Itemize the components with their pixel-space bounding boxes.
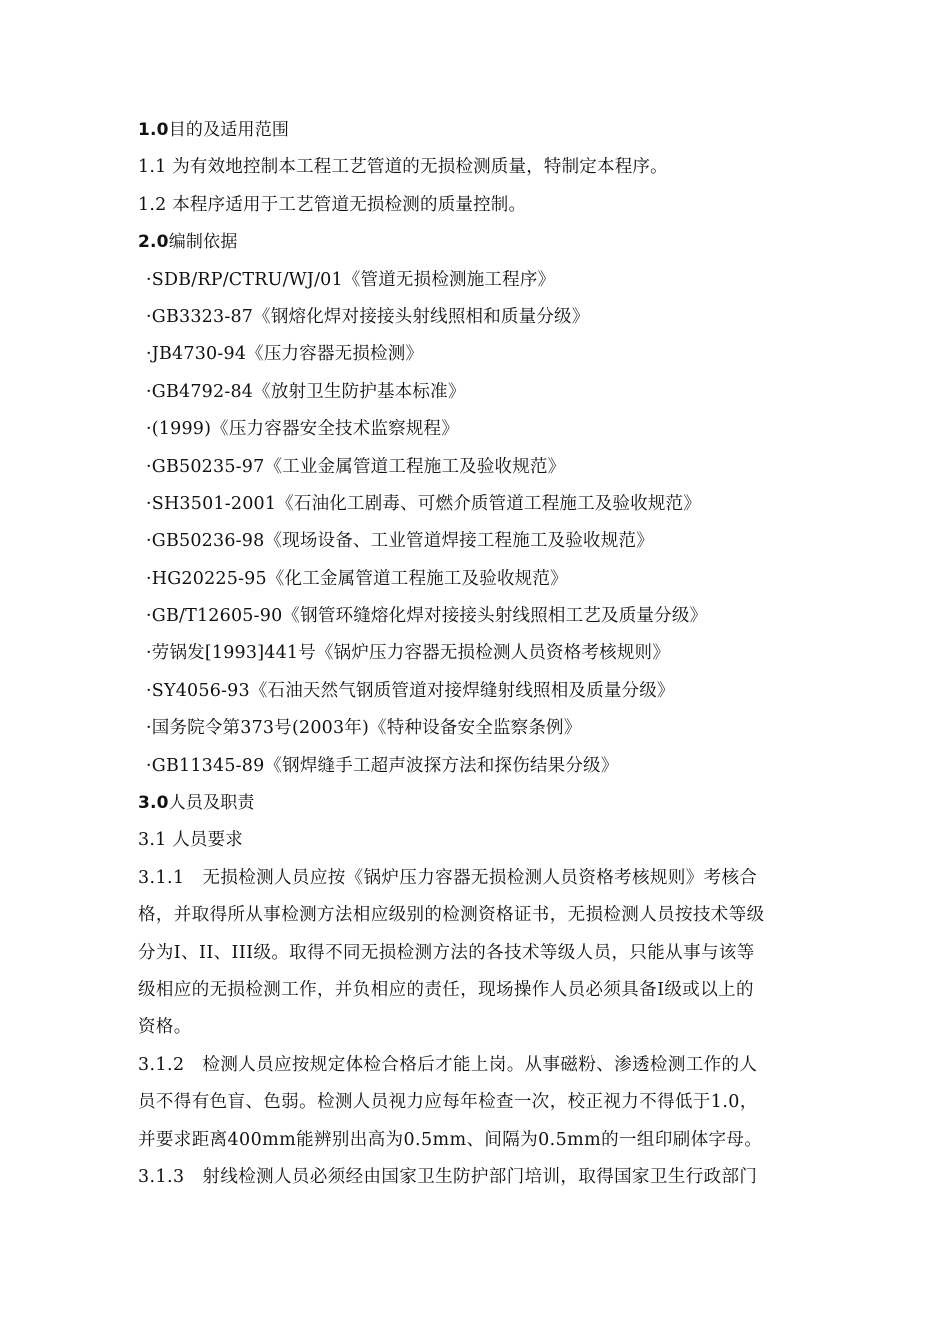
paragraph-line: 格，并取得所从事检测方法相应级别的检测资格证书，无损检测人员按技术等级 bbox=[138, 905, 765, 926]
paragraph-line: 级相应的无损检测工作，并负相应的责任，现场操作人员必须具备I级或以上的 bbox=[138, 979, 754, 1000]
reference-item: ·(1999)《压力容器安全技术监察规程》 bbox=[146, 419, 459, 440]
heading-text: 编制依据 bbox=[168, 232, 238, 253]
reference-item: ·GB50235-97《工业金属管道工程施工及验收规范》 bbox=[146, 456, 566, 477]
paragraph-line: 3.1.3 射线检测人员必须经由国家卫生防护部门培训，取得国家卫生行政部门 bbox=[138, 1166, 758, 1187]
heading-text: 人员及职责 bbox=[168, 793, 255, 814]
clause-1-2: 1.2 本程序适用于工艺管道无损检测的质量控制。 bbox=[138, 194, 527, 215]
reference-item: ·SDB/RP/CTRU/WJ/01《管道无损检测施工程序》 bbox=[146, 269, 556, 290]
reference-item: ·GB11345-89《钢焊缝手工超声波探方法和探伤结果分级》 bbox=[146, 755, 619, 776]
reference-item: ·劳锅发[1993]441号《锅炉压力容器无损检测人员资格考核规则》 bbox=[146, 643, 670, 664]
heading-number: 3.0 bbox=[138, 793, 169, 814]
reference-item: ·国务院令第373号(2003年)《特种设备安全监察条例》 bbox=[146, 718, 582, 739]
reference-item: ·SY4056-93《石油天然气钢质管道对接焊缝射线照相及质量分级》 bbox=[146, 680, 675, 701]
section-heading-1 bbox=[138, 112, 818, 149]
section-heading-3 bbox=[138, 785, 818, 822]
heading-number: 2.0 bbox=[138, 232, 169, 253]
paragraph-3-1-2 bbox=[138, 1047, 818, 1159]
paragraph-line: 分为I、II、III级。取得不同无损检测方法的各技术等级人员，只能从事与该等 bbox=[138, 942, 755, 963]
paragraph-line: 资格。 bbox=[138, 1017, 192, 1038]
paragraph-3-1-1 bbox=[138, 860, 818, 1047]
paragraph-line: 并要求距离400mm能辨别出高为0.5mm、间隔为0.5mm的一组印刷体字母。 bbox=[138, 1129, 763, 1150]
clause-3-1: 3.1 人员要求 bbox=[138, 830, 243, 851]
reference-item: ·HG20225-95《化工金属管道工程施工及验收规范》 bbox=[146, 568, 568, 589]
reference-item: ·GB50236-98《现场设备、工业管道焊接工程施工及验收规范》 bbox=[146, 531, 654, 552]
reference-item: ·SH3501-2001《石油化工剧毒、可燃介质管道工程施工及验收规范》 bbox=[146, 493, 701, 514]
reference-item: ·JB4730-94《压力容器无损检测》 bbox=[146, 344, 424, 365]
reference-item: ·GB4792-84《放射卫生防护基本标准》 bbox=[146, 381, 466, 402]
heading-number: 1.0 bbox=[138, 120, 169, 140]
document-body bbox=[138, 112, 818, 1196]
heading-text: 目的及适用范围 bbox=[168, 120, 290, 140]
paragraph-line: 3.1.1 无损检测人员应按《锅炉压力容器无损检测人员资格考核规则》考核合 bbox=[138, 867, 758, 888]
reference-item: ·GB3323-87《钢熔化焊对接接头射线照相和质量分级》 bbox=[146, 306, 590, 327]
paragraph-3-1-3 bbox=[138, 1159, 818, 1196]
reference-item: ·GB/T12605-90《钢管环缝熔化焊对接接头射线照相工艺及质量分级》 bbox=[146, 606, 708, 627]
paragraph-line: 员不得有色盲、色弱。检测人员视力应每年检查一次，校正视力不得低于1.0， bbox=[138, 1092, 758, 1113]
clause-1-1: 1.1 为有效地控制本工程工艺管道的无损检测质量，特制定本程序。 bbox=[138, 157, 668, 178]
paragraph-line: 3.1.2 检测人员应按规定体检合格后才能上岗。从事磁粉、渗透检测工作的人 bbox=[138, 1054, 758, 1075]
section-heading-2 bbox=[138, 224, 818, 261]
